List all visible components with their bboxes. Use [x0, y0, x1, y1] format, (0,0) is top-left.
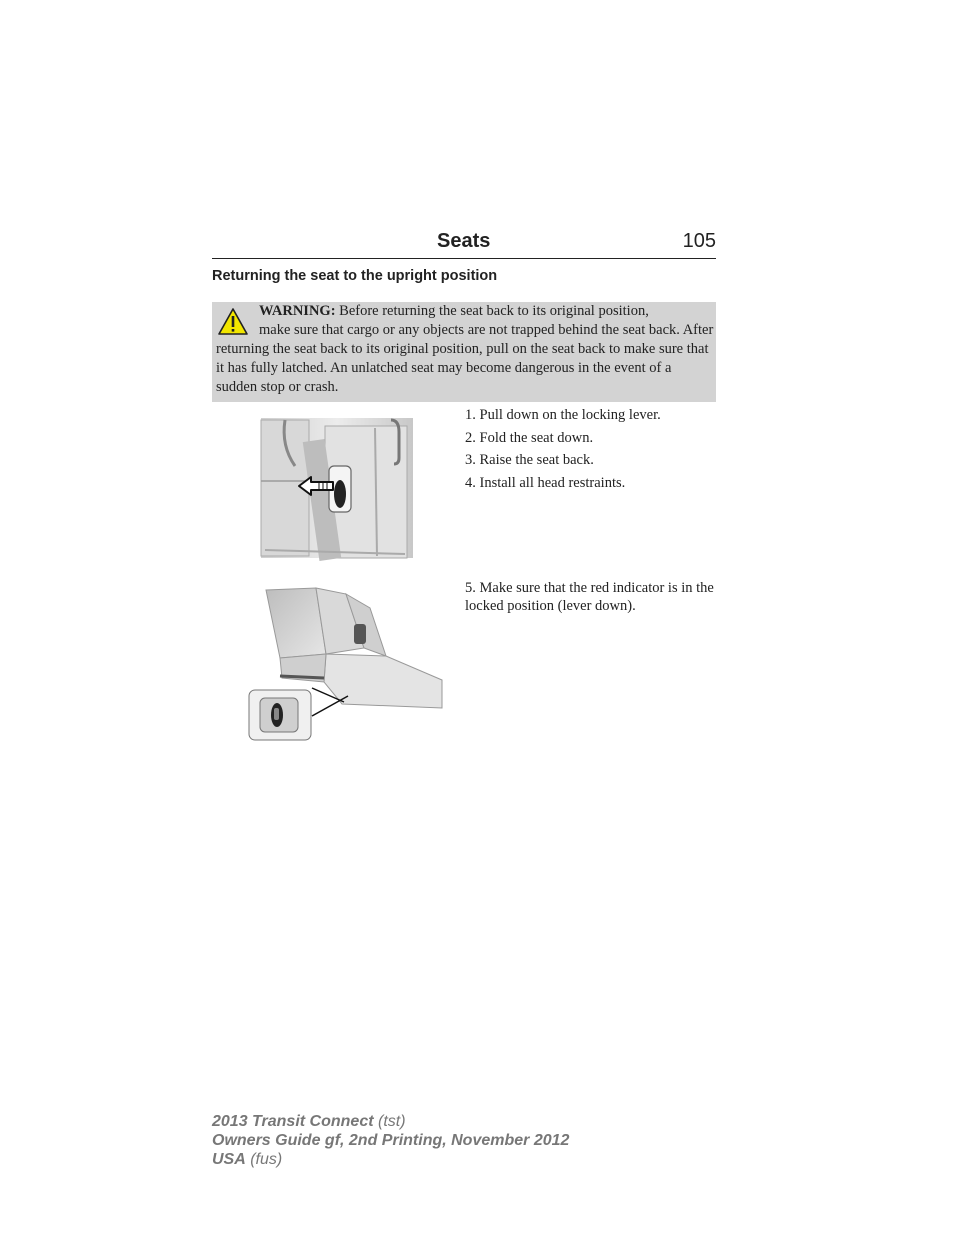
page-header	[212, 230, 716, 259]
step-1: 1. Pull down on the locking lever.	[465, 407, 661, 423]
steps-list	[465, 404, 720, 495]
section-title: Seats	[437, 230, 491, 252]
footer-model-code: (tst)	[373, 1113, 406, 1130]
step-3: 3. Raise the seat back.	[465, 452, 594, 469]
subheading: Returning the seat to the upright position	[212, 268, 498, 284]
seat-lever-illustration	[255, 406, 417, 572]
warning-text	[216, 302, 714, 397]
footer-model: 2013 Transit Connect	[212, 1113, 374, 1130]
warning-label: WARNING:	[259, 303, 336, 319]
footer-market: USA	[212, 1151, 246, 1168]
warning-box	[212, 302, 716, 402]
footer-market-code: (fus)	[245, 1151, 283, 1168]
warning-text-rest: make sure that cargo or any objects are not trapped behind the seat back. After returning the seat back to its original position, pull on the seat back to make sure that it has fully latched. An unlatched seat may become dangerous in the event of a sudden stop or crash.	[216, 322, 714, 395]
step-2: 2. Fold the seat down.	[465, 429, 594, 446]
warning-text-line1: Before returning the seat back to its original position,	[335, 303, 649, 319]
seat-lock-indicator-illustration	[246, 584, 444, 744]
footer-printing: Owners Guide gf, 2nd Printing, November 2012	[212, 1132, 570, 1149]
page-number: 105	[682, 230, 716, 252]
step-4: 4. Install all head restraints.	[465, 475, 626, 492]
step-5: 5. Make sure that the red indicator is in the locked position (lever down).	[465, 580, 714, 614]
page-footer	[212, 1112, 569, 1169]
